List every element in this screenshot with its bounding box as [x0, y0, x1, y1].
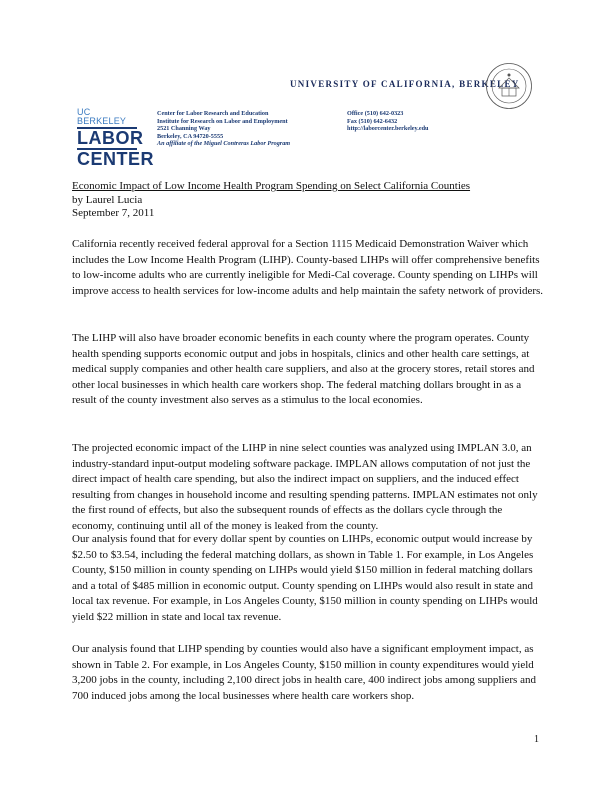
- logo-line-2: CENTER: [77, 149, 155, 169]
- office-phone: Office (510) 642-0323: [347, 110, 404, 117]
- body-paragraph: The projected economic impact of the LIHP in nine select counties was analyzed using IMPLAN 3.0, an industry-standard input-output modeling software package. IMPLAN allows computation of not just the direct impact of health care spending, but also the indirect impact on suppliers, and the induced effect resulting from changes in household income and resulting spending patterns. IMPLAN estimates not only the first round of effects, but also the subsequent rounds of effects as the dollars cycle through the economy, continuing until all of the money is leaked from the county.: [72, 442, 538, 532]
- address-line: 2521 Channing Way: [157, 125, 211, 133]
- body-paragraph: Our analysis found that LIHP spending by counties would also have a significant employment impact, as shown in Table 2. For example, in Los Angeles County, $150 million in county expenditures would yield 3,200 jobs in the county, including 2,100 direct jobs in health care, 400 indirect jobs among suppliers and 700 induced jobs among the local businesses where health care workers shop.: [72, 643, 536, 702]
- university-name: UNIVERSITY OF CALIFORNIA, BERKELEY: [290, 79, 520, 89]
- address-line: Institute for Research on Labor and Employment: [157, 117, 288, 125]
- logo-line-1: LABOR: [77, 128, 144, 148]
- address-line: Berkeley, CA 94720-5555: [157, 132, 224, 140]
- labor-center-logo: [77, 107, 155, 169]
- document-date: September 7, 2011: [72, 207, 155, 220]
- website-link[interactable]: http://laborcenter.berkeley.edu: [347, 125, 429, 133]
- body-paragraph: California recently received federal approval for a Section 1115 Medicaid Demonstration Waiver which includes the Low Income Health Program (LIHP). County-based LIHPs will offer comprehensive benefits to low-income adults who are currently ineligible for Medi-Cal coverage. County spending on LIHPs will improve access to health services for low-income adults and help maintain the safety network of providers.: [72, 238, 544, 297]
- fax-number: Fax (510) 642-6432: [347, 117, 398, 125]
- document-title: Economic Impact of Low Income Health Program Spending on Select California Counties: [72, 180, 471, 192]
- document-heading: [72, 180, 470, 221]
- address-block: [157, 110, 290, 148]
- university-seal-icon: [485, 62, 533, 110]
- logo-top-text: UC BERKELEY: [77, 107, 127, 126]
- body-paragraph: Our analysis found that for every dollar spent by counties on LIHPs, economic output would increase by $2.50 to $3.54, including the federal matching dollars, as shown in Table 1. For example, in Los Angeles County, $150 million in county spending on LIHPs would yield $150 million in federal matching dollars and a total of $485 million in economic output. County spending on LIHPs would also result in state and local tax revenue. For example, in Los Angeles County, $150 million in county spending on LIHPs would yield $22 million in state and local tax revenue.: [72, 533, 538, 623]
- body-paragraph: The LIHP will also have broader economic benefits in each county where the program operates. County health spending supports economic output and jobs in hospitals, clinics and other health care settings, at medical supply companies and other health care suppliers, and also at the grocery stores, retail stores and other local businesses in which health care workers shop. The federal matching dollars brought in as a result of the county investment also serves as a stimulus to the local economies.: [72, 332, 535, 406]
- page-number: 1: [534, 734, 539, 745]
- contact-block: [347, 110, 428, 133]
- address-line: Center for Labor Research and Education: [157, 110, 269, 117]
- document-author: by Laurel Lucia: [72, 193, 143, 206]
- affiliate-line: An affiliate of the Miguel Contreras Labor Program: [157, 140, 291, 148]
